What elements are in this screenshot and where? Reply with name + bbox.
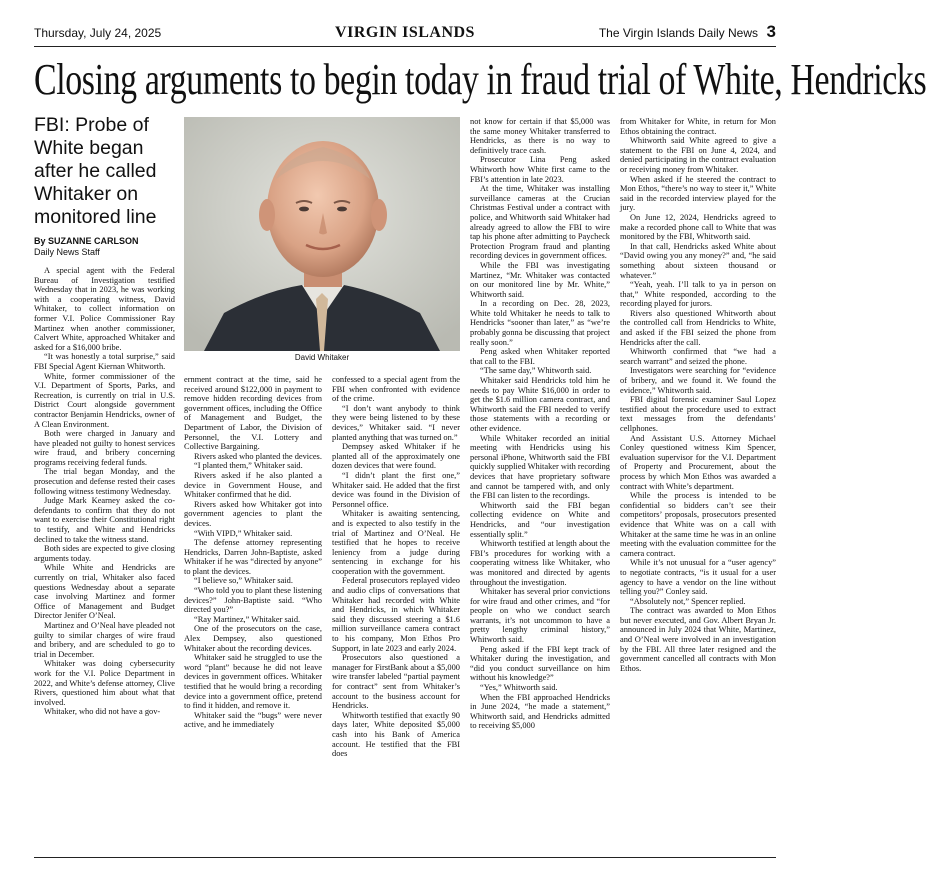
article-paragraph: Rivers asked if he also planted a device in Government House, and Whitaker confirmed that he did. <box>184 470 322 500</box>
article-column-1 <box>34 266 175 851</box>
article-paragraph: Whitaker said Hendricks told him he needs to pay White $16,000 in order to get the $1.6 million camera contract, and Whitworth said the FBI needed to verify those statements with a recording or other evidence. <box>470 376 610 433</box>
article-paragraph: In a recording on Dec. 28, 2023, White told Whitaker he needs to talk to Hendricks “sooner than later,” as “we’re probably gonna be discussing that project really soon.” <box>470 299 610 347</box>
byline: By SUZANNE CARLSON <box>34 236 139 246</box>
article-paragraph: Whitaker said the “bugs” were never active, and he immediately <box>184 710 322 730</box>
article-paragraph: The contract was awarded to Mon Ethos but never executed, and Gov. Albert Bryan Jr. announced in July 2024 that White, Martinez, and O’Neal were involved in an investigation by the FBI. All three later resigned and the government cancelled all contracts with Mon Ethos. <box>620 606 776 673</box>
article-paragraph: In that call, Hendricks asked White about “David owing you any money?” and, “he said something about sixteen thousand or whatever.” <box>620 241 776 280</box>
article-column-2 <box>184 375 322 851</box>
article-paragraph: Rivers also questioned Whitworth about the controlled call from Hendricks to White, and asked if the FBI seized the phone from Hendricks after the call. <box>620 308 776 347</box>
article-paragraph: “I don’t want anybody to think they were being listened to by these devices,” Whitaker said. “I never planted anything that was turned on.” <box>332 403 460 442</box>
article-paragraph: Judge Mark Kearney asked the co-defendants to confirm that they do not want to exercise their Constitutional right to testify, and White and Hendricks declined to take the witness stand. <box>34 496 175 544</box>
article-paragraph: from Whitaker for White, in return for Mon Ethos obtaining the contract. <box>620 117 776 136</box>
article-paragraph: “I planted them,” Whitaker said. <box>194 461 303 471</box>
article-paragraph: “With VIPD,” Whitaker said. <box>194 528 293 538</box>
article-paragraph: While Whitaker recorded an initial meeting with Hendricks using his personal iPhone, Whitworth said the FBI quickly supplied Whitaker with recording devices that have proprietary software and cannot be tampered with, and only the FBI can listen to the recordings. <box>470 433 610 501</box>
article-paragraph: Federal prosecutors replayed video and audio clips of conversations that Whitaker had recorded with White and Hendricks, in which Whitaker said they discussed steering a $1.6 million surveillance camera contract to his company, Mon Ethos Pro Support, in late 2023 and early 2024. <box>332 576 460 653</box>
article-paragraph: And Assistant U.S. Attorney Michael Conley questioned witness Kim Spencer, evaluation supervisor for the V.I. Department of Property and Procurement, about the process by which Mon Ethos was awarded a contract with White’s department. <box>620 433 776 491</box>
article-paragraph: Prosecutors also questioned a manager for FirstBank about a $5,000 wire transfer labeled “partial payment for contract” sent from Whitaker’s account to the business account for Hendricks. <box>332 653 460 711</box>
article-paragraph: ernment contract at the time, said he received around $122,000 in payment to remove hidden recording devices from government offices, including the Office of Management and Budget, the Department of Labor, the Division of Personnel, the V.I. Lottery and Collective Bargaining. <box>184 375 322 452</box>
section-name: VIRGIN ISLANDS <box>335 24 475 41</box>
article-paragraph: “I believe so,” Whitaker said. <box>194 576 293 586</box>
article-paragraph: Prosecutor Lina Peng asked Whitworth how White first came to the FBI’s attention in late 2023. <box>470 155 610 184</box>
article-paragraph: Martinez and O’Neal have pleaded not guilty to similar charges of wire fraud and bribery, and are scheduled to go to trial in December. <box>34 620 175 659</box>
article-paragraph: The trial began Monday, and the prosecution and defense rested their cases following witness testimony Wednesday. <box>34 467 175 496</box>
article-column-4 <box>470 117 610 851</box>
article-paragraph: While the process is intended to be confidential so bidders can’t see their competitors’ proposals, prosecutors presented evidence that White was on a call with Whitaker at the same time he was in an online meeting with the evaluation committee for the camera contract. <box>620 491 776 558</box>
photo-caption: David Whitaker <box>294 353 350 362</box>
article-paragraph: confessed to a special agent from the FBI when confronted with evidence of the crime. <box>332 375 460 404</box>
article-paragraph: Whitworth said White agreed to give a statement to the FBI on June 4, 2024, and denied participating in the contract evaluation or receiving money from Whitaker. <box>620 136 776 174</box>
article-paragraph: Both sides are expected to give closing arguments today. <box>34 544 175 563</box>
article-paragraph: “The same day,” Whitworth said. <box>480 366 592 376</box>
article-paragraph: While the FBI was investigating Martinez, “Mr. Whitaker was contacted on our monitored line by Mr. White,” Whitworth said. <box>470 260 610 299</box>
deck: FBI: Probe of White began after he called Whitaker on monitored line <box>34 114 157 228</box>
article-paragraph: When asked if he steered the contract to Mon Ethos, “there’s no way to steer it,” White said in the recorded interview played for the jury. <box>620 174 776 213</box>
article-paragraph: When the FBI approached Hendricks in June 2024, “he made a statement,” Whitworth said, and Hendricks admitted to receiving $5,000 <box>470 692 610 731</box>
article-paragraph: Peng asked if the FBI kept track of Whitaker during the investigation, and “did you conduct surveillance on him without his knowledge?” <box>470 644 610 683</box>
article-paragraph: On June 12, 2024, Hendricks agreed to make a recorded phone call to White that was monitored by the FBI, Whitworth said. <box>620 212 776 242</box>
article-paragraph: Whitworth confirmed that “we had a search warrant” and seized the phone. <box>620 347 776 366</box>
byline-role: Daily News Staff <box>34 247 100 257</box>
article-paragraph: Whitworth testified at length about the FBI’s procedures for working with a cooperating witness like Whitaker, who was monitored and directed by agents throughout the investigation. <box>470 539 610 587</box>
article-column-3 <box>332 375 460 851</box>
article-paragraph: “Yes,” Whitworth said. <box>480 683 558 693</box>
article-paragraph: Whitaker said he struggled to use the word “plant” because he did not leave devices in government offices. Whitaker testified that he would bring a recording device into a government office, pretend to find it hidden, and remove it. <box>184 653 322 711</box>
article-paragraph: Peng asked when Whitaker reported that call to the FBI. <box>470 347 610 366</box>
article-paragraph: Whitaker was doing cybersecurity work for the V.I. Police Department in 2022, and White’s defense attorney, Clive Rivers, questioned him about what that involved. <box>34 659 175 707</box>
article-paragraph: One of the prosecutors on the case, Alex Dempsey, also questioned Whitaker about the recording devices. <box>184 624 322 653</box>
article-paragraph: Dempsey asked Whitaker if he planted all of the approximately one dozen devices that were found. <box>332 442 460 471</box>
article-paragraph: “Absolutely not,” Spencer replied. <box>630 596 746 606</box>
article-paragraph: “It was honestly a total surprise,” said FBI Special Agent Kiernan Whitworth. <box>34 352 175 371</box>
article-paragraph: not know for certain if that $5,000 was the same money Whitaker transferred to Hendricks, as there is no way to definitively trace cash. <box>470 117 610 155</box>
footer-rule <box>34 857 776 858</box>
article-paragraph: Rivers asked who planted the devices. <box>194 451 322 461</box>
portrait-image <box>184 117 460 351</box>
article-paragraph: “Ray Martinez,” Whitaker said. <box>194 614 301 624</box>
header-rule <box>34 46 776 47</box>
article-paragraph: White, former commissioner of the V.I. Department of Sports, Parks, and Recreation, is currently on trial in U.S. District Court alongside government contractor Benjamin Hendricks, owner of A Clean Environment. <box>34 371 175 429</box>
article-paragraph: “Who told you to plant these listening devices?” John-Baptiste said. “Who directed you?” <box>184 586 322 615</box>
article-column-5 <box>620 117 776 851</box>
article-paragraph: Whitworth said the FBI began collecting evidence on White and Hendricks, and “our investigation essentially split.” <box>470 500 610 539</box>
article-paragraph: “Yeah, yeah. I’ll talk to ya in person on that,” White responded, according to the recording played for jurors. <box>620 280 776 309</box>
article-paragraph: Both were charged in January and have pleaded not guilty to honest services wire fraud, and bribery concerning programs receiving federal funds. <box>34 429 175 467</box>
publication-name: The Virgin Islands Daily News <box>598 26 758 40</box>
article-paragraph: Whitaker is awaiting sentencing, and is expected to also testify in the trial of Martinez and O’Neal. He testified that he hopes to receive leniency from a judge during sentencing in exchange for his cooperation with the government. <box>332 509 460 576</box>
article-paragraph: Whitworth testified that exactly 90 days later, White deposited $5,000 cash into his Bank of America account. He testified that the FBI does <box>332 710 460 759</box>
article-paragraph: Rivers asked how Whitaker got into government agencies to plant the devices. <box>184 499 322 528</box>
article-paragraph: Whitaker, who did not have a gov- <box>44 707 161 717</box>
article-paragraph: A special agent with the Federal Bureau of Investigation testified Wednesday that in 2023, he was working with a cooperating witness, David Whitaker, to collect information on former V.I. Police Commissioner Ray Martinez when another commissioner, Calvert White, approached Whitaker and asked for a $16,000 bribe. <box>34 266 175 352</box>
article-paragraph: Whitaker has several prior convictions for wire fraud and other crimes, and “for people on who we conduct search warrants, it’s not uncommon to have a pretty lengthy criminal history,” Whitworth said. <box>470 587 610 645</box>
photo <box>184 117 460 351</box>
article-paragraph: At the time, Whitaker was installing surveillance cameras at the Crucian Christmas Festival under a contract with police, and Whitworth said Whitaker had already agreed to allow the FBI to wire tap his phone after admitting to Paycheck Protection Program fraud and planting recording devices in government offices. <box>470 184 610 261</box>
article-paragraph: “I didn’t plant the first one,” Whitaker said. He added that the first device was found in the Division of Personnel office. <box>332 470 460 509</box>
article-paragraph: Investigators were searching for “evidence of bribery, and we found it. We found the evidence,” Whitworth said. <box>620 366 776 395</box>
issue-date: Thursday, July 24, 2025 <box>34 26 162 40</box>
article-paragraph: FBI digital forensic examiner Saul Lopez testified about the procedure used to extract text messages from the defendants’ cellphones. <box>620 395 776 433</box>
article-paragraph: While it’s not unusual for a “user agency” to negotiate contracts, “is it usual for a user agency to have a vendor on the line without telling you?” Conley said. <box>620 558 776 597</box>
page-header <box>34 22 776 44</box>
page-number: 3 <box>766 22 776 41</box>
article-paragraph: While White and Hendricks are currently on trial, Whitaker also faced questions Wednesday about a separate case involving Martinez and former Office of Management and Budget Director Jenifer O’Neal. <box>34 563 175 621</box>
article-paragraph: The defense attorney representing Hendricks, Darren John-Baptiste, asked Whitaker if he was “directed by anyone” to plant the devices. <box>184 538 322 576</box>
headline: Closing arguments to begin today in fraud trial of White, Hendricks <box>34 55 926 104</box>
